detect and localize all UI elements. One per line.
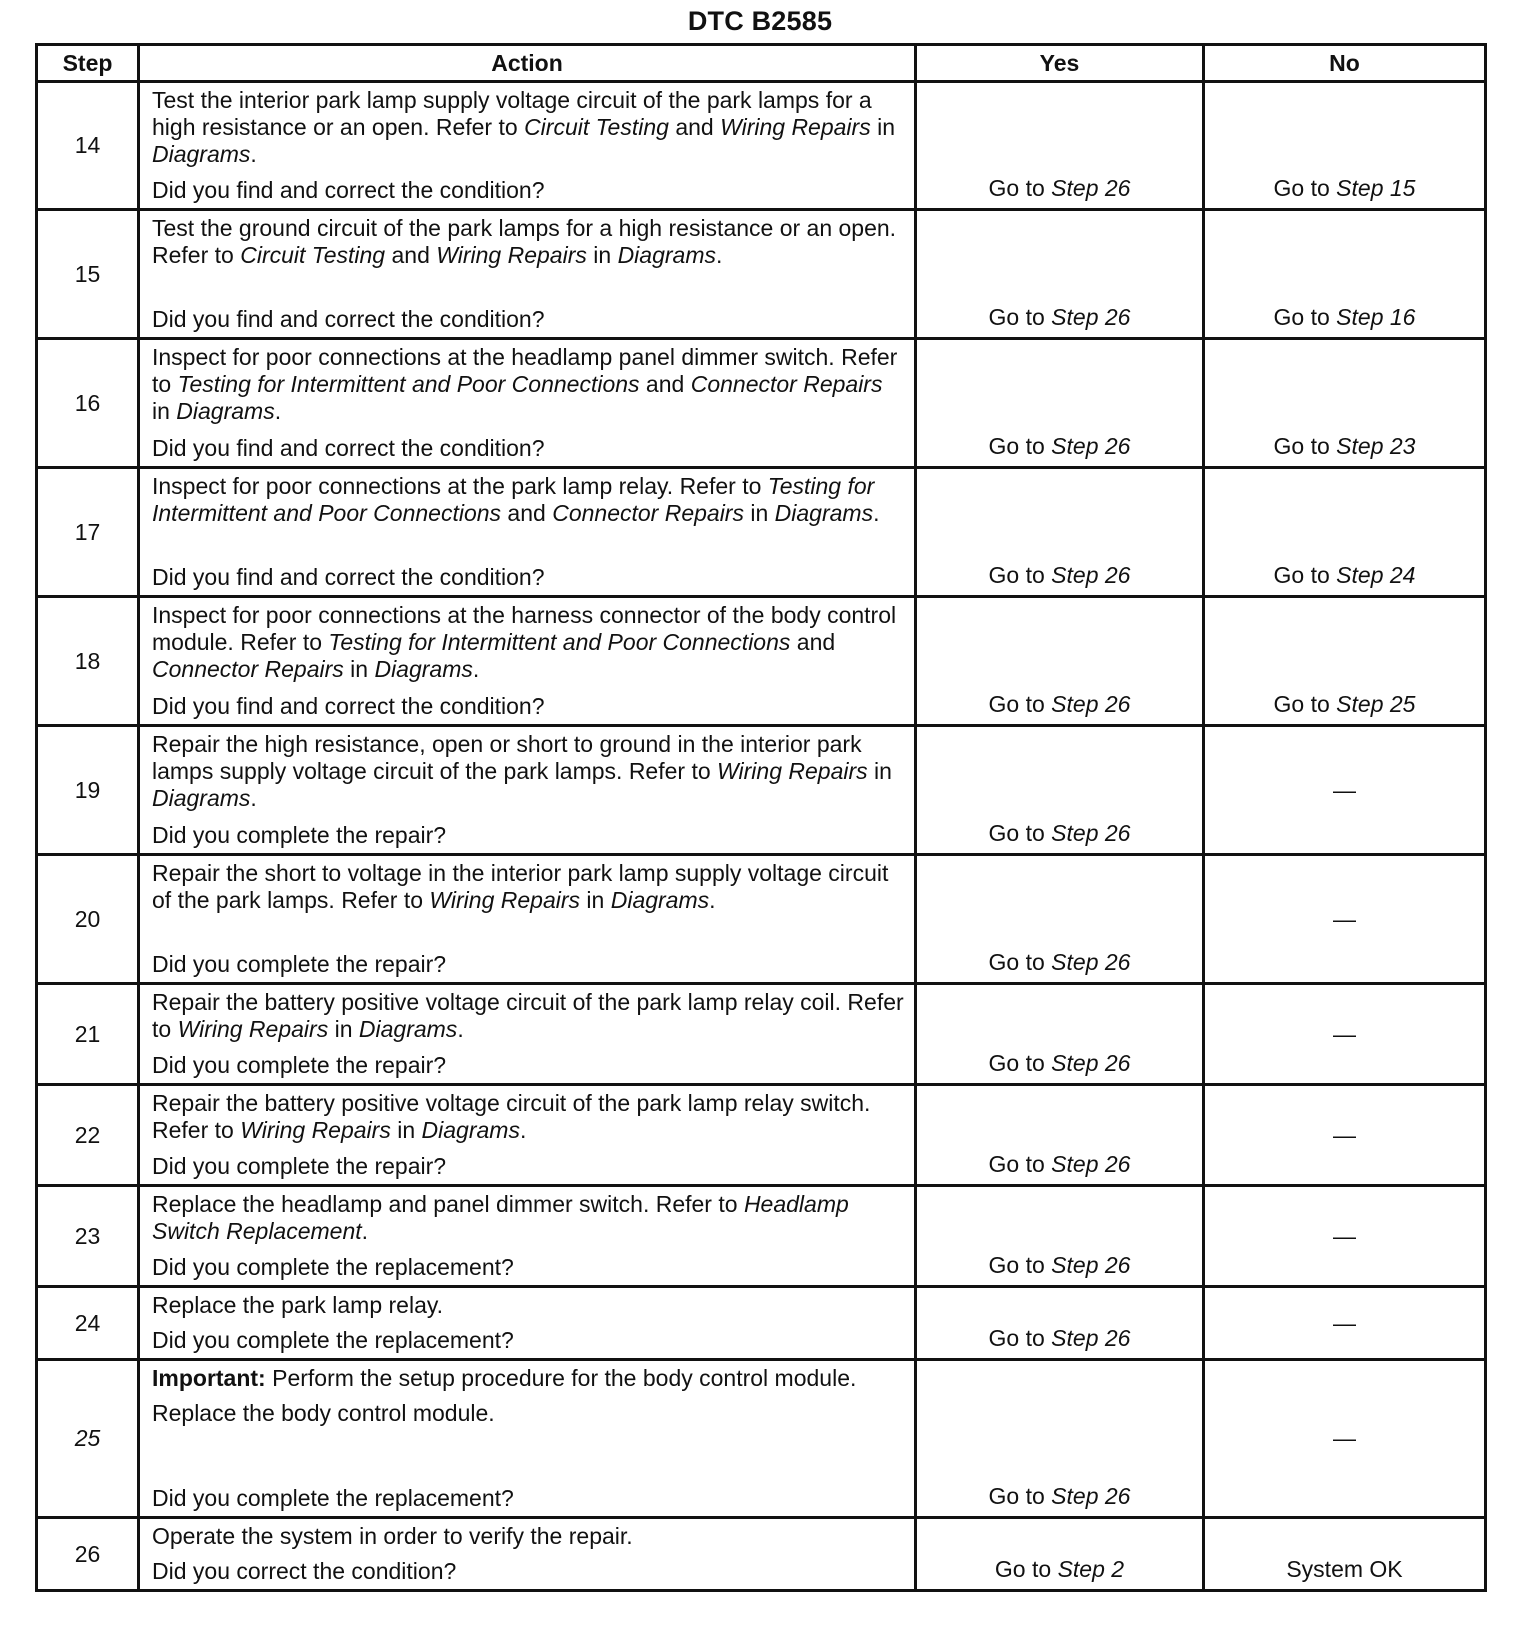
action-paragraph xyxy=(152,1400,904,1427)
text-run: Go to xyxy=(988,1252,1052,1278)
yes-result xyxy=(916,339,1204,468)
action-paragraph xyxy=(152,473,904,527)
reference-text: Connector Repairs xyxy=(152,656,344,682)
reference-text: Step 26 xyxy=(1051,691,1131,717)
reference-text: Step 26 xyxy=(1051,175,1131,201)
reference-text: Headlamp Switch Replacement xyxy=(152,1191,849,1244)
action-cell xyxy=(139,726,916,855)
text-run: Repair the battery positive voltage circuit of the park lamp relay switch. Refer to xyxy=(152,1090,871,1143)
action-paragraph xyxy=(152,215,904,269)
text-run: Go to xyxy=(988,1050,1052,1076)
reference-text: Testing for Intermittent and Poor Connections xyxy=(177,371,640,397)
text-run: Inspect for poor connections at the harness connector of the body control module. Refer to xyxy=(152,602,897,655)
text-run: — xyxy=(1333,1425,1356,1451)
reference-text: Step 26 xyxy=(1051,304,1131,330)
reference-text: Step 26 xyxy=(1051,1151,1131,1177)
text-run: Inspect for poor connections at the park lamp relay. Refer to xyxy=(152,473,768,499)
text-run: Repair the high resistance, open or short to ground in the interior park lamps supply voltage circuit of the park lamps. Refer to xyxy=(152,731,862,784)
reference-text: Step 25 xyxy=(1336,691,1416,717)
action-paragraph xyxy=(152,87,904,168)
text-run: . xyxy=(250,785,257,811)
no-result xyxy=(1204,1518,1486,1591)
action-question: Did you find and correct the condition? xyxy=(152,306,545,332)
action-instructions xyxy=(152,87,904,168)
reference-text: Step 15 xyxy=(1336,175,1416,201)
action-instructions xyxy=(152,989,904,1043)
no-result-none xyxy=(1204,1287,1486,1360)
text-run: Inspect for poor connections at the headlamp panel dimmer switch. Refer to xyxy=(152,344,898,397)
action-question: Did you find and correct the condition? xyxy=(152,177,545,203)
text-run: in xyxy=(870,114,896,140)
text-run: Go to xyxy=(1273,175,1337,201)
action-question: Did you complete the replacement? xyxy=(152,1327,514,1353)
action-question: Did you correct the condition? xyxy=(152,1558,457,1584)
text-run: in xyxy=(586,242,618,268)
action-cell xyxy=(139,82,916,210)
text-run: and xyxy=(668,114,721,140)
text-run: — xyxy=(1333,776,1356,803)
action-question: Did you complete the repair? xyxy=(152,951,447,977)
text-run: Repair the short to voltage in the interior park lamp supply voltage circuit of the park lamps. Refer to xyxy=(152,860,889,913)
yes-result xyxy=(916,1085,1204,1186)
reference-text: Step 26 xyxy=(1051,562,1131,588)
yes-result xyxy=(916,82,1204,210)
text-run: . xyxy=(361,1218,369,1244)
reference-text: Diagrams xyxy=(152,141,251,167)
text-run: Go to xyxy=(994,1556,1058,1582)
action-paragraph xyxy=(152,1523,904,1550)
action-instructions xyxy=(152,602,904,683)
page-title: DTC B2585 xyxy=(687,6,833,36)
text-run: . xyxy=(709,887,716,913)
text-run: in xyxy=(328,1016,359,1042)
no-result-none xyxy=(1204,726,1486,855)
yes-result xyxy=(916,726,1204,855)
reference-text: Step 26 xyxy=(1051,433,1131,459)
action-instructions xyxy=(152,1523,904,1550)
reference-text: Circuit Testing xyxy=(524,114,669,140)
reference-text: Step 26 xyxy=(1051,1050,1131,1076)
table-row xyxy=(37,82,1486,210)
text-run: in xyxy=(580,887,611,913)
yes-result xyxy=(916,1186,1204,1287)
text-run: Repair the battery positive voltage circuit of the park lamp relay coil. Refer to xyxy=(152,989,904,1042)
reference-text: Wiring Repairs xyxy=(429,887,581,913)
yes-result xyxy=(916,1360,1204,1518)
reference-text: Wiring Repairs xyxy=(177,1016,329,1042)
yes-result xyxy=(916,210,1204,339)
action-paragraph xyxy=(152,1292,904,1319)
reference-text: Connector Repairs xyxy=(552,500,744,526)
no-result xyxy=(1204,210,1486,339)
step-number: 14 xyxy=(37,82,139,210)
reference-text: Step 2 xyxy=(1057,1556,1125,1582)
text-run: System OK xyxy=(1286,1556,1403,1582)
reference-text: Diagrams xyxy=(774,500,874,526)
action-instructions xyxy=(152,473,904,527)
table-row xyxy=(37,1085,1486,1186)
text-run: Go to xyxy=(988,949,1052,975)
text-run: Test the interior park lamp supply voltage circuit of the park lamps for a high resistance or an open. Refer to xyxy=(152,87,872,140)
step-number: 19 xyxy=(37,726,139,855)
yes-result xyxy=(916,855,1204,984)
reference-text: Step 24 xyxy=(1336,562,1416,588)
step-number: 18 xyxy=(37,597,139,726)
no-result-none xyxy=(1204,1360,1486,1518)
bold-label: Important: xyxy=(152,1365,266,1391)
action-cell xyxy=(139,855,916,984)
action-cell xyxy=(139,468,916,597)
text-run: and xyxy=(639,371,691,397)
no-result xyxy=(1204,597,1486,726)
action-question: Did you find and correct the condition? xyxy=(152,693,545,719)
action-instructions xyxy=(152,860,904,914)
action-instructions xyxy=(152,1292,904,1319)
text-run: Go to xyxy=(988,691,1052,717)
action-paragraph xyxy=(152,1090,904,1144)
text-run: — xyxy=(1333,905,1356,932)
reference-text: Diagrams xyxy=(358,1016,458,1042)
text-run: Go to xyxy=(988,175,1052,201)
text-run: . xyxy=(250,141,257,167)
text-run: . xyxy=(873,500,880,526)
step-number: 16 xyxy=(37,339,139,468)
action-cell xyxy=(139,1360,916,1518)
step-number: 15 xyxy=(37,210,139,339)
no-result xyxy=(1204,339,1486,468)
step-number: 22 xyxy=(37,1085,139,1186)
text-run: Go to xyxy=(988,1325,1052,1351)
text-run: in xyxy=(867,758,892,784)
yes-result xyxy=(916,984,1204,1085)
reference-text: Step 16 xyxy=(1336,304,1416,330)
text-run: Replace the body control module. xyxy=(152,1400,495,1426)
yes-result xyxy=(916,1287,1204,1360)
table-row xyxy=(37,1186,1486,1287)
text-run: . xyxy=(519,1117,527,1143)
text-run: Go to xyxy=(1273,691,1337,717)
reference-text: Step 26 xyxy=(1051,1252,1131,1278)
text-run: and xyxy=(385,242,437,268)
text-run: in xyxy=(343,656,375,682)
action-paragraph xyxy=(152,860,904,914)
action-instructions xyxy=(152,1090,904,1144)
action-question: Did you find and correct the condition? xyxy=(152,564,545,590)
step-number: 23 xyxy=(37,1186,139,1287)
text-run: Go to xyxy=(1273,562,1337,588)
action-question: Did you find and correct the condition? xyxy=(152,435,545,461)
action-cell xyxy=(139,1186,916,1287)
reference-text: Testing for Intermittent and Poor Connections xyxy=(152,473,875,526)
table-row xyxy=(37,339,1486,468)
text-run: Test the ground circuit of the park lamps for a high resistance or an open. Refer to xyxy=(152,215,897,268)
reference-text: Wiring Repairs xyxy=(720,114,871,140)
text-run: . xyxy=(457,1016,464,1042)
reference-text: Diagrams xyxy=(421,1117,520,1143)
header-no: No xyxy=(1204,45,1486,82)
table-row xyxy=(37,1518,1486,1591)
step-number: 20 xyxy=(37,855,139,984)
action-instructions xyxy=(152,215,904,269)
text-run: Replace the park lamp relay. xyxy=(152,1292,444,1318)
diagnostic-table xyxy=(35,43,1487,1592)
no-result-none xyxy=(1204,1085,1486,1186)
step-number: 21 xyxy=(37,984,139,1085)
text-run: Go to xyxy=(988,1151,1052,1177)
reference-text: Testing for Intermittent and Poor Connections xyxy=(328,629,791,655)
action-question: Did you complete the repair? xyxy=(152,1052,447,1078)
table-row xyxy=(37,468,1486,597)
text-run: in xyxy=(743,500,775,526)
text-run: Go to xyxy=(1273,433,1337,459)
yes-result xyxy=(916,1518,1204,1591)
table-body xyxy=(37,82,1486,1591)
reference-text: Diagrams xyxy=(610,887,710,913)
table-row xyxy=(37,855,1486,984)
action-question: Did you complete the repair? xyxy=(152,1153,447,1179)
action-instructions xyxy=(152,731,904,812)
text-run: Go to xyxy=(988,1483,1052,1509)
step-number: 25 xyxy=(37,1360,139,1518)
text-run: Go to xyxy=(988,562,1052,588)
text-run: Go to xyxy=(988,820,1052,846)
reference-text: Diagrams xyxy=(374,656,473,682)
reference-text: Step 23 xyxy=(1336,433,1416,459)
action-cell xyxy=(139,1085,916,1186)
reference-text: Circuit Testing xyxy=(240,242,386,268)
step-number: 17 xyxy=(37,468,139,597)
text-run: and xyxy=(501,500,553,526)
text-run: Go to xyxy=(1273,304,1337,330)
text-run: and xyxy=(790,629,836,655)
step-number: 26 xyxy=(37,1518,139,1591)
reference-text: Diagrams xyxy=(176,398,275,424)
text-run: . xyxy=(472,656,480,682)
action-paragraph xyxy=(152,1365,904,1392)
reference-text: Step 26 xyxy=(1051,1325,1131,1351)
yes-result xyxy=(916,597,1204,726)
action-paragraph xyxy=(152,731,904,812)
action-paragraph xyxy=(152,1191,904,1245)
header-step: Step xyxy=(37,45,139,82)
no-result-none xyxy=(1204,855,1486,984)
text-run: — xyxy=(1333,1121,1356,1148)
action-cell xyxy=(139,339,916,468)
text-run: . xyxy=(715,242,723,268)
text-run: — xyxy=(1333,1222,1356,1249)
reference-text: Wiring Repairs xyxy=(240,1117,391,1143)
reference-text: Step 26 xyxy=(1051,820,1131,846)
text-run: Replace the headlamp and panel dimmer switch. Refer to xyxy=(152,1191,744,1217)
step-number: 24 xyxy=(37,1287,139,1360)
text-run: in xyxy=(152,398,177,424)
text-run: Operate the system in order to verify the repair. xyxy=(152,1523,633,1549)
table-row xyxy=(37,597,1486,726)
text-run: Go to xyxy=(988,304,1052,330)
table-row xyxy=(37,1287,1486,1360)
action-cell xyxy=(139,1518,916,1591)
no-result xyxy=(1204,468,1486,597)
no-result-none xyxy=(1204,984,1486,1085)
action-cell xyxy=(139,210,916,339)
text-run: — xyxy=(1333,1309,1356,1336)
text-run: in xyxy=(390,1117,422,1143)
table-row xyxy=(37,984,1486,1085)
action-cell xyxy=(139,597,916,726)
action-question: Did you complete the replacement? xyxy=(152,1254,514,1280)
action-question: Did you complete the replacement? xyxy=(152,1485,514,1511)
no-result-none xyxy=(1204,1186,1486,1287)
text-run: — xyxy=(1333,1020,1356,1047)
no-result xyxy=(1204,82,1486,210)
action-cell xyxy=(139,1287,916,1360)
action-paragraph xyxy=(152,602,904,683)
header-action: Action xyxy=(139,45,916,82)
action-question: Did you complete the repair? xyxy=(152,822,447,848)
table-row xyxy=(37,210,1486,339)
table-row xyxy=(37,726,1486,855)
text-run: . xyxy=(274,398,282,424)
yes-result xyxy=(916,468,1204,597)
reference-text: Step 26 xyxy=(1051,949,1131,975)
reference-text: Step 26 xyxy=(1051,1483,1131,1509)
text-run: Perform the setup procedure for the body control module. xyxy=(265,1365,857,1391)
table-row xyxy=(37,1360,1486,1518)
text-run: Go to xyxy=(988,433,1052,459)
action-instructions xyxy=(152,1365,904,1427)
reference-text: Wiring Repairs xyxy=(436,242,587,268)
action-instructions xyxy=(152,1191,904,1245)
table-header-row xyxy=(37,45,1486,82)
reference-text: Diagrams xyxy=(152,785,251,811)
reference-text: Connector Repairs xyxy=(690,371,883,397)
action-paragraph xyxy=(152,989,904,1043)
action-paragraph xyxy=(152,344,904,425)
action-cell xyxy=(139,984,916,1085)
action-instructions xyxy=(152,344,904,425)
reference-text: Wiring Repairs xyxy=(717,758,868,784)
header-yes: Yes xyxy=(916,45,1204,82)
reference-text: Diagrams xyxy=(617,242,716,268)
